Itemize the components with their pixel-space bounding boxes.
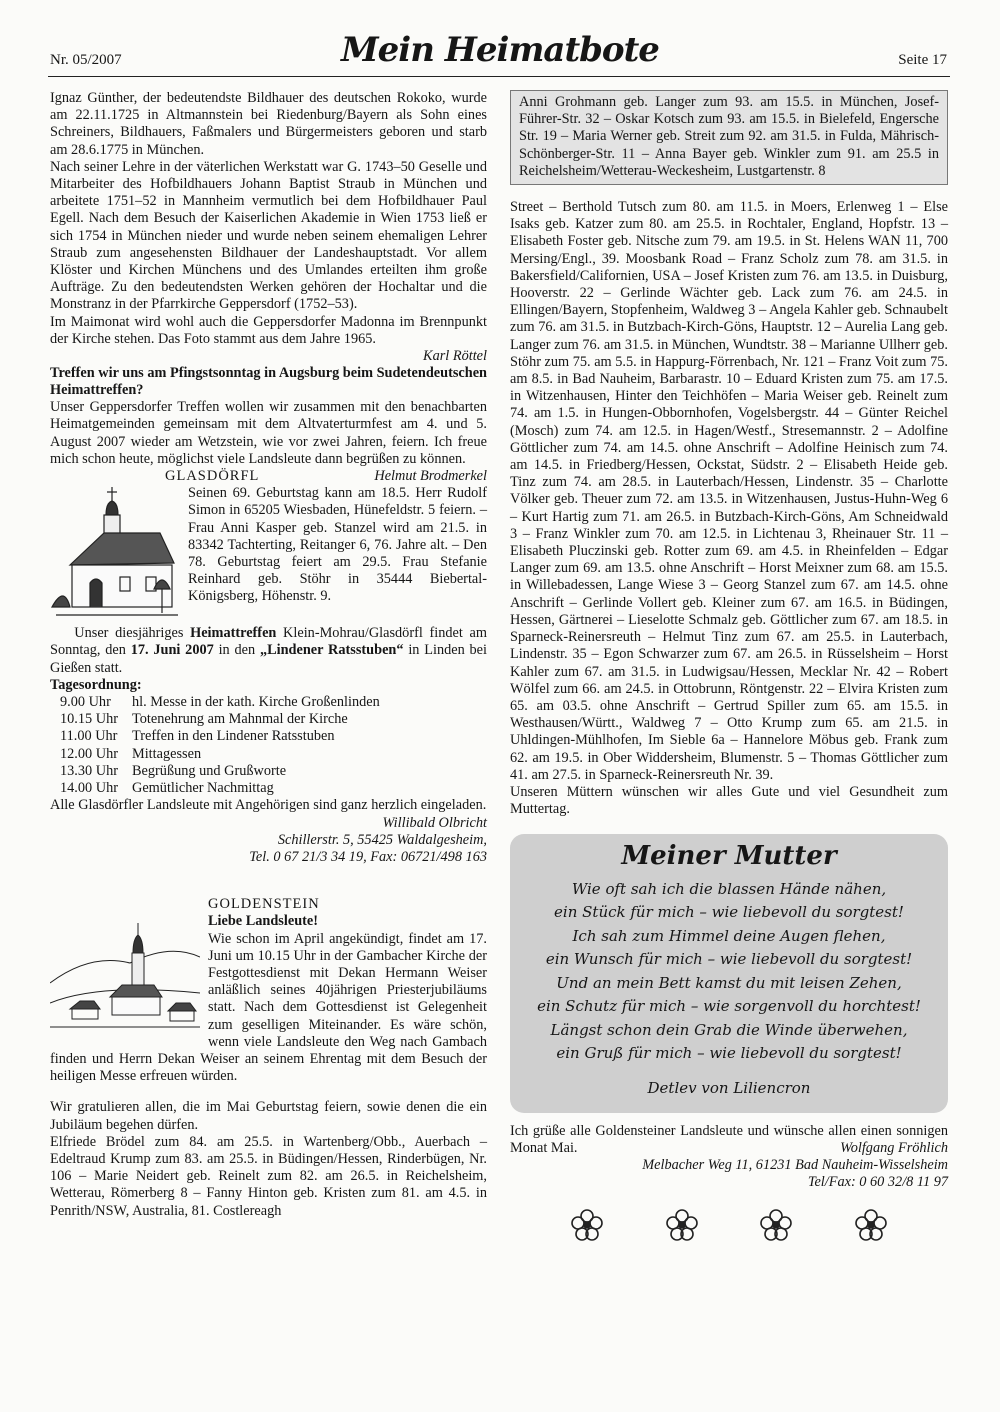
intro-para-2: Nach seiner Lehre in der väterlichen Werkstatt war G. 1743–50 Geselle und Mitarbeiter des Hofbildhauers Johann Baptist Straub in München und arbeitete 1751–52 in Mannheim vermutlich bei dem Hofbildhauer Paul Egell. Nach dem Besuch der Kaiserlichen Akademie in Wien 1753 ließ er sich 1754 in München nieder und wurde neben seinem ehemaligen Lehrer Straub zum angesehensten Bildhauer der Landeshauptstadt. Vor allem Klöster und Kirchen Münchens und des Umlandes erteilten ihm große Aufträge. Zu den bedeutendsten Werken gehören der Hochaltar und die Monstranz in der Pfarrkirche Geppersdorf (1752–53).: [50, 158, 487, 313]
village-illustration: [50, 913, 200, 1031]
flower-icon: [570, 1208, 604, 1242]
agenda-row: 9.00 Uhr hl. Messe in der kath. Kirche Großenlinden: [60, 694, 380, 711]
glasdoerfl-signature: Willibald Olbricht: [382, 814, 487, 831]
flower-icon: [759, 1208, 793, 1242]
glasdoerfl-address: Schillerstr. 5, 55425 Waldalgesheim,: [277, 831, 487, 848]
goldenstein-birthday-list: Elfriede Brödel zum 84. am 25.5. in Wartenberg/Obb., Auerbach – Edeltraud Krump zum 83. am 25.5. in Büdingen/Hessen, Rinderbügen, Nr. 106 – Marie Neidert geb. Reinelt zum 82. am 26.5. in Reichelsheim, Wetterau, Römerberg 8 – Fanny Hinton geb. Kristen zum 81. am 4.5. in Penrith/NSW, Australia, 81. Costlereagh: [50, 1133, 487, 1219]
poem-line: ein Schutz für mich – wie sorgenvoll du horchtest!: [537, 997, 921, 1016]
header-rule: [48, 76, 950, 77]
agenda-row: 13.30 Uhr Begrüßung und Grußworte: [60, 762, 287, 779]
goldenstein-text: Wie schon im April angekündigt, findet am 17. Juni um 10.15 Uhr in der Gambacher Kirche der Festgottesdienst mit Dekan Hermann Weiser anläßlich seines 40jährigen Priesterjubiläums statt. Nach dem Gottesdienst ist Gelegenheit zum geselligen Miteinander. Es wäre schön, wenn viele Landsleute den Weg nach Gambach finden und Herrn Dekan Weiser an seinem Ehrentag mit dem Besuch der heiligen Messe erfreuen würden.: [50, 930, 487, 1085]
glasdoerfl-birthday-text: Seinen 69. Geburtstag kann am 18.5. Herr Rudolf Simon in 65205 Wiesbaden, Hünefeldstr. 5 feiern. – Frau Anni Kasper geb. Stanzel wird am 21.5. in 83342 Tachterting, Reitanger 6, 76. Jahre alt. – Den 78. Geburtstag feiert am 29.5. Frau Stefanie Reinhard geb. Stöhr in 35444 Biebertal-Königsberg, Höhenstr. 9.: [188, 485, 487, 605]
poem-line: ein Stück für mich – wie liebevoll du sorgtest!: [554, 903, 904, 922]
agenda-list: [60, 694, 487, 797]
poem-line: ein Gruß für mich – wie liebevoll du sorgtest!: [556, 1044, 902, 1063]
flower-ornaments: [540, 1208, 918, 1242]
agenda-row: 11.00 Uhr Treffen in den Lindener Ratsstuben: [60, 728, 335, 745]
poem-title: Meiner Mutter: [621, 841, 837, 872]
goldenstein-section: [50, 913, 487, 1085]
highlighted-birthdays-box: [510, 90, 948, 185]
right-column: [510, 90, 948, 1242]
page-number: Seite 17: [898, 52, 947, 68]
meeting-heading: Treffen wir uns am Pfingstsonntag in Augsburg beim Sudetendeutschen Heimattreffen?: [50, 365, 487, 399]
mothers-day-wish: Unseren Müttern wünschen wir alles Gute und viel Gesundheit zum Muttertag.: [510, 783, 948, 818]
glasdoerfl-phone: Tel. 0 67 21/3 34 19, Fax: 06721/498 163: [249, 848, 487, 865]
poem-author: Detlev von Liliencron: [647, 1078, 811, 1097]
goldenstein-greeting-heading: Liebe Landsleute!: [208, 913, 319, 930]
meeting-text: Unser Geppersdorfer Treffen wollen wir zusammen mit den benachbarten Heimatgemeinden gemeinsam mit dem Altvaterturmfest am 4. und 5. August 2007 wieder am Wetzstein, wie vor zwei Jahren, feiern. Ich freue mich schon heute, möglichst viele Landsleute dann begrüßen zu können. Helmut Brodmerkel: [50, 399, 487, 485]
glasdoerfl-title: GLASDÖRFL: [164, 468, 260, 485]
glasdoerfl-invite: Alle Glasdörfler Landsleute mit Angehörigen sind ganz herzlich eingeladen.: [50, 797, 487, 814]
masthead-title: Mein Heimatbote: [341, 30, 659, 70]
intro-signature: Karl Röttel: [423, 348, 487, 365]
glasdoerfl-birthdays: [50, 485, 487, 605]
poem-line: Längst schon dein Grab die Winde überwehen,: [550, 1020, 908, 1039]
intro-para-3: Im Maimonat wird wohl auch die Geppersdorfer Madonna im Brennpunkt der Kirche stehen. Das Foto stammt aus dem Jahre 1965.: [50, 313, 487, 347]
poem-line: Ich sah zum Himmel deine Augen flehen,: [572, 926, 886, 945]
chapel-illustration: [50, 485, 180, 621]
agenda-row: 14.00 Uhr Gemütlicher Nachmittag: [60, 780, 274, 797]
closing-phone: Tel/Fax: 0 60 32/8 11 97: [807, 1174, 948, 1191]
goldenstein-congrats: Wir gratulieren allen, die im Mai Geburtstag feiern, sowie denen die ein Jubiläum begehen dürfen.: [50, 1099, 487, 1133]
poem-line: Wie oft sah ich die blassen Hände nähen,: [571, 879, 887, 898]
flower-icon: [665, 1208, 699, 1242]
glasdoerfl-treffen: Unser diesjähriges Heimattreffen Klein-Mohrau/Glasdörfl findet am Sonntag, den 17. Juni 2007 in den „Lindener Ratsstuben“ in Linden bei Gießen statt.: [50, 625, 487, 676]
agenda-row: 12.00 Uhr Mittagessen: [60, 745, 202, 762]
closing-address: Melbacher Weg 11, 61231 Bad Nauheim-Wisselsheim: [642, 1157, 948, 1174]
closing-greeting: Ich grüße alle Goldensteiner Landsleute und wünsche allen einen sonnigen Monat Mai. Wolfgang Fröhlich: [510, 1122, 948, 1156]
highlighted-birthdays-text: Anni Grohmann geb. Langer zum 93. am 15.5. in München, Josef-Führer-Str. 32 – Oskar Kotsch zum 93. am 15.5. in Bielefeld, Engersche Str. 19 – Maria Werner geb. Streit zum 92. am 31.5. in Fulda, Mährisch-Schönberger-Str. 11 – Anna Bayer geb. Winkler zum 91. am 25.5 in Reichelsheim/Wetterau-Weckesheim, Lustgartenstr. 8: [519, 94, 939, 179]
agenda-row: 10.15 Uhr Totenehrung am Mahnmal der Kirche: [60, 711, 348, 728]
flower-icon: [854, 1208, 888, 1242]
issue-number: Nr. 05/2007: [50, 52, 122, 68]
birthday-list-continued: Street – Berthold Tutsch zum 80. am 11.5. in Moers, Erlenweg 1 – Else Isaks geb. Katzer zum 80. am 25.5. in Rochtaler, England, Hopfstr. 13 – Elisabeth Foster geb. Nitsche zum 79. am 19.5. in St. Helens WAN 11, 700 Mersing/Engl., 39. Moosbank Road – Franz Scholz zum 78. am 31.5. in Bakersfield/Californien, USA – Josef Kristen zum 76. am 13.5. in Duisburg, Hooverstr. 22 – Gerlinde Wächter geb. Lack zum 76. am 24.5. in Ellingen/Bayern, Stopfenheim, Waldweg 3 – Angela Kahler geb. Schnaubelt zum 76. am 31.5. in Butzbach-Kirch-Göns, Hauptstr. 12 – Aurelia Lang geb. Langer zum 76. am 31.5. in München, Wundtstr. 38 – Marianne Ullherr geb. Stöhr zum 75. am 5.5. in Happurg-Förrenbach, Nr. 121 – Franz Voit zum 75. am 8.5. in Bad Nauheim, Barbarastr. 10 – Eduard Kristen zum 75. am 17.5. in Witzenhausen, Hinter den Teichhöfen – Maria Weiser geb. Reinelt zum 74. am 1.5. in Hungen-Obbornhofen, Vogelsbergstr. 44 – Günter Reichel (Mosch) zum 74. am 12.5. in Hagen/Westf., Stresemannstr. 2 – Adolfine Göttlicher zum 74. am 14.5. ohne Anschrift – Adolfine Heinisch zum 74. am 14.5. in Friedberg/Hessen, Ockstat, Südstr. 2 – Elisabeth Heide geb. Tinz zum 74. am 28.5. in Lauterbach/Hessen, Lindenstr. 35 – Charlotte Völker geb. Theuer zum 72. am 13.5. in Witzenhausen, Justus-Huhn-Weg 6 – Kurt Hartig zum 71. am 26.5. in Butzbach-Kirch-Göns, Am Schneidwald 3 – Franz Winkler zum 70. am 12.5. in Lichtenau 3, Rheinauer Str. 11 – Elisabeth Pluczinski geb. Rotter zum 69. am 4.5. in Rheinfelden – Edgar Langer zum 69. am 13.5. ohne Anschrift – Horst Meixner zum 68. am 15.5. in Willebadessen, Lange Wiese 3 – Georg Stanzel zum 67. am 14.5. ohne Anschrift – Gerlinde Vollert geb. Kleiner zum 67. am 16.5. in Büdingen, Hessen, Gärtnerei – Lieselotte Schmalz geb. Göttlicher zum 67. am 18.5. in Sparneck-Reinersreuth – Helmut Tinz zum 67. am 25.5. in Lauterbach, Lindenstr. 35 – Egon Schwarzer zum 67. am 26.5. in Rüsselsheim – Horst Kahler zum 67. am 31.5. in Ludwigsau/Hessen, Mecklar Nr. 42 – Robert Wölfel zum 66. am 24.5. in Ottobrunn, Röntgenstr. 22 – Elvira Kristen zum 65. am 03.5. ohne Anschrift – Gertrud Spiller zum 65. am 15.5. in Westhausen/Württ., Waldweg 7 – Otto Krump zum 65. am 21.5. in Uhldingen-Mühlhofen, Im Sieble 6a – Hannelore Möbus geb. Frank zum 62. am 19.5. in Ober Widdersheim, Blumenstr. 5 – Thomas Göttlicher zum 41. am 27.5. in Sparneck-Reinersreuth Nr. 39.: [510, 199, 948, 783]
poem-line: ein Wunsch für mich – wie liebevoll du sorgtest!: [545, 950, 913, 969]
meeting-signature: Helmut Brodmerkel: [374, 468, 487, 485]
closing-signature: Wolfgang Fröhlich: [840, 1139, 948, 1156]
agenda-heading: Tagesordnung:: [50, 676, 142, 693]
left-column: [50, 90, 487, 1220]
intro-para-1: Ignaz Günther, der bedeutendste Bildhauer des deutschen Rokoko, wurde am 22.11.1725 in Altmannstein bei Riedenburg/Bayern als Sohn eines Schreiners, Bildhauers, Faßmalers und Bürgermeisters geboren und starb am 28.6.1775 in München.: [50, 90, 487, 158]
poem-line: Und an mein Bett kamst du mit leisen Zehen,: [556, 973, 902, 992]
poem-box: [510, 834, 948, 1112]
goldenstein-title: GOLDENSTEIN: [208, 896, 320, 913]
